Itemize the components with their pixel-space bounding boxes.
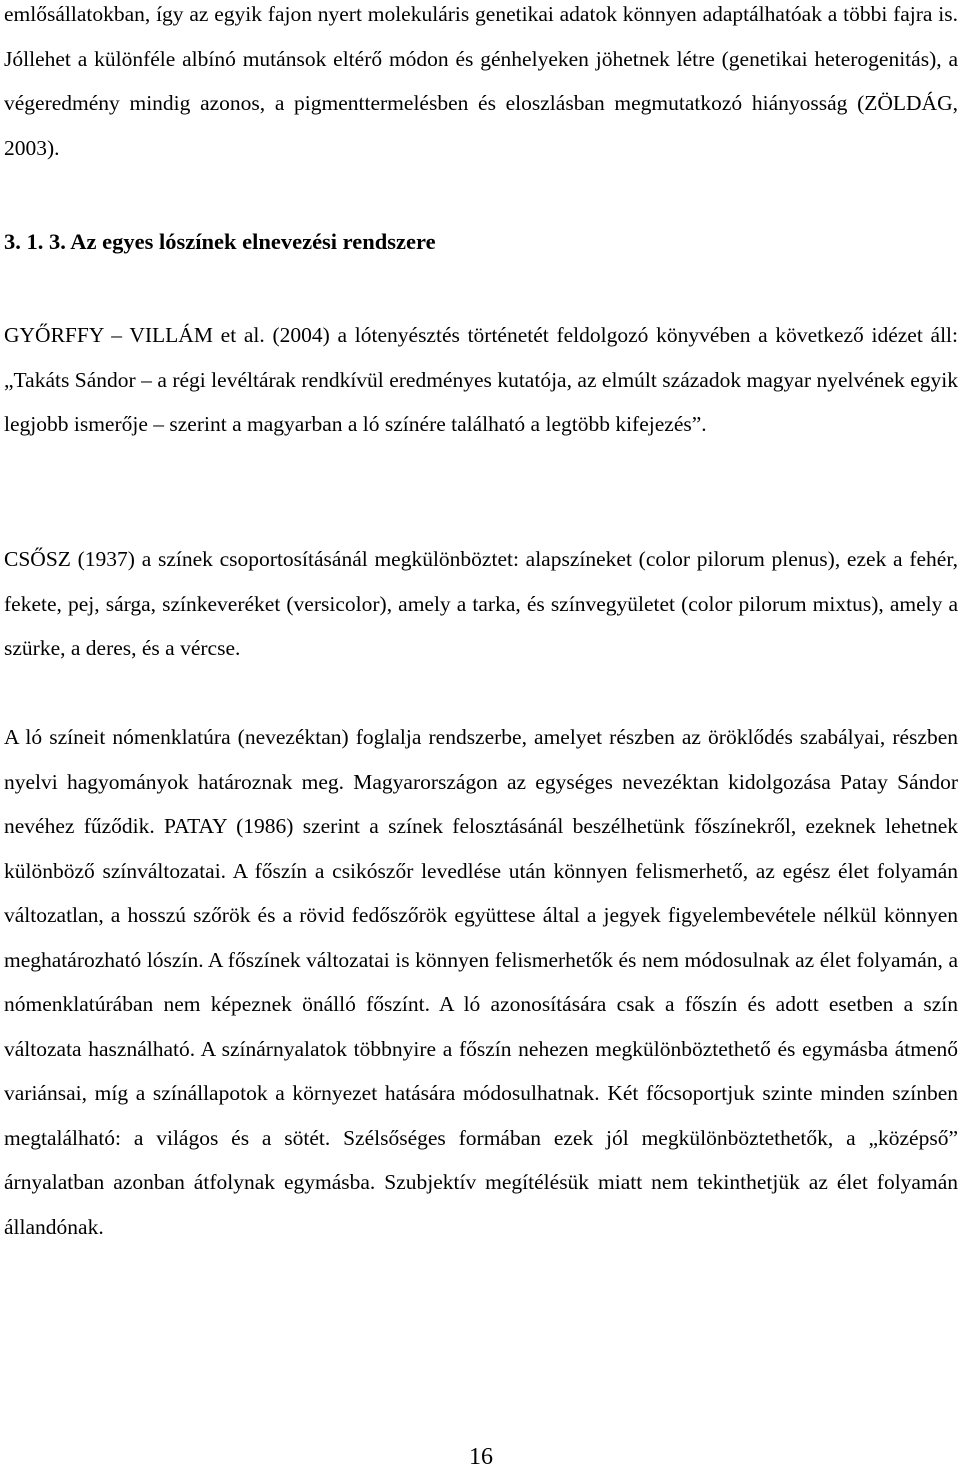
paragraph-4: A ló színeit nómenklatúra (nevezéktan) foglalja rendszerbe, amelyet részben az öröklődés szabályai, részben nyelvi hagyományok határoznak meg. Magyarországon az egységes nevezéktan kidolgozása Patay Sándor nevéhez fűződik. PATAY (1986) szerint a színek felosztásánál beszélhetünk főszínekről, ezeknek lehetnek különböző színváltozatai. A főszín a csikószőr levedlése után könnyen felismerhető, az egész élet folyamán változatlan, a hosszú szőrök és a rövid fedőszőrök együttese által a jegyek figyelembevétele nélkül könnyen meghatározható lószín. A főszínek változatai is könnyen felismerhetők és nem módosulnak az élet folyamán, a nómenklatúrában nem képeznek önálló főszínt. A ló azonosítására csak a főszín és adott esetben a szín változata használható. A színárnyalatok többnyire a főszín nehezen megkülönböztethető és egymásba átmenő variánsai, míg a színállapotok a környezet hatására módosulhatnak. Két főcsoportjuk szinte minden színben megtalálható: a világos és a sötét. Szélsőséges formában ezek jól megkülönböztethetők, a „középső” árnyalatban azonban átfolynak egymásba. Szubjektív megítélésük miatt nem tekinthetjük az élet folyamán állandónak. xyxy=(4,725,958,1239)
page-number: 16 xyxy=(469,1444,493,1470)
paragraph-1: emlősállatokban, így az egyik fajon nyert molekuláris genetikai adatok könnyen adaptálhatóak a többi fajra is. Jóllehet a különféle albínó mutánsok eltérő módon és génhelyeken jöhetnek létre (genetikai heterogenitás), a végeredmény mindig azonos, a pigmenttermelésben és eloszlásban megmutatkozó hiányosság (ZÖLDÁG, 2003). xyxy=(4,2,958,160)
paragraph-3: CSŐSZ (1937) a színek csoportosításánál megkülönböztet: alapszíneket (color pilorum plenus), ezek a fehér, fekete, pej, sárga, színkeveréket (versicolor), amely a tarka, és színvegyületet (color pilorum mixtus), amely a szürke, a deres, és a vércse. xyxy=(4,547,958,660)
section-heading: 3. 1. 3. Az egyes lószínek elnevezési rendszere xyxy=(4,229,436,254)
paragraph-2: GYŐRFFY – VILLÁM et al. (2004) a lótenyésztés történetét feldolgozó könyvében a következő idézet áll: „Takáts Sándor – a régi levéltárak rendkívül eredményes kutatója, az elmúlt századok magyar nyelvének egyik legjobb ismerője – szerint a magyarban a ló színére található a legtöbb kifejezés”. xyxy=(4,323,958,436)
